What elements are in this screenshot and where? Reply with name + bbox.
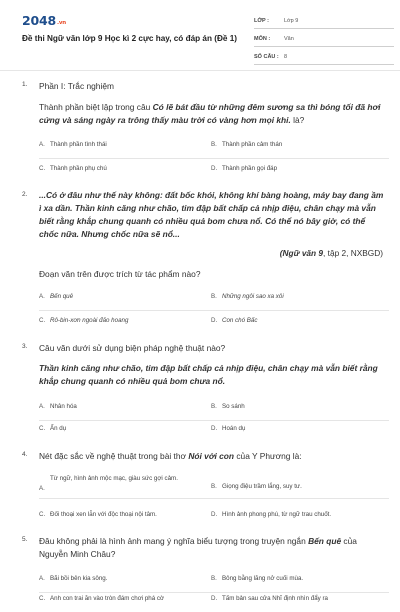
option-text: Hoán dụ — [222, 425, 246, 432]
options-row — [39, 140, 389, 159]
option-a[interactable] — [39, 475, 199, 493]
question-text-post: là? — [290, 115, 305, 125]
option-d[interactable] — [211, 316, 386, 325]
option-text: Ẩn dụ — [50, 425, 67, 432]
option-text: Bông bằng lăng nở cuối mùa. — [222, 575, 304, 582]
option-a[interactable] — [39, 140, 199, 149]
option-text: Nhân hóa — [50, 403, 77, 410]
question-text-post: của Y Phương là: — [234, 451, 302, 461]
meta-key: MÔN : — [254, 36, 271, 42]
option-text: Đối thoại xen lẫn với độc thoại nội tâm. — [50, 511, 157, 518]
exam-header — [0, 0, 400, 66]
option-letter: C. — [39, 511, 46, 518]
meta-row-subject — [254, 32, 394, 47]
question-number: 3. — [22, 343, 28, 350]
question-text-pre: Đâu không phải là hình ảnh mang ý nghĩa biểu tượng trong truyện ngắn — [39, 536, 309, 546]
meta-key: LỚP : — [254, 18, 269, 24]
options-row — [39, 164, 389, 182]
option-d[interactable] — [211, 510, 386, 519]
section-title: Phần I: Trắc nghiệm — [39, 81, 114, 91]
option-b[interactable] — [211, 402, 386, 411]
passage-source — [280, 248, 383, 258]
question-text-post: của Nguyễn Minh Châu? — [39, 536, 357, 559]
option-c[interactable] — [39, 164, 199, 173]
question-text: Đoạn văn trên được trích từ tác phẩm nào? — [39, 269, 201, 279]
site-logo[interactable] — [22, 13, 66, 28]
question-text-title: Bến quê — [308, 536, 342, 546]
question-number: 5. — [22, 536, 28, 543]
option-letter: A. — [39, 141, 45, 148]
option-c[interactable] — [39, 510, 199, 519]
option-d[interactable] — [211, 594, 386, 603]
option-letter: C. — [39, 317, 46, 324]
question-text-pre: Thành phần biệt lập trong câu — [39, 102, 153, 112]
option-text: Từ ngữ, hình ảnh mộc mạc, giàu sức gợi cảm. — [50, 475, 178, 482]
exam-meta — [254, 14, 394, 68]
options-row — [39, 474, 389, 499]
option-text: So sánh — [222, 403, 245, 410]
options-row — [39, 510, 389, 528]
question-text — [39, 535, 387, 561]
options-row — [39, 424, 389, 442]
option-letter: B. — [211, 293, 217, 300]
option-b[interactable] — [211, 292, 386, 301]
question-text: Câu văn dưới sử dụng biện pháp nghệ thuật nào? — [39, 343, 226, 353]
question-passage: Thần kinh căng như chão, tim đập bất chấp cả nhịp điệu, chân chạy mà vẫn biết rằng khắp chung quanh có nhiều quả bom chưa nổ. — [39, 363, 378, 386]
question-text — [39, 450, 387, 463]
option-letter: A. — [39, 485, 45, 492]
option-c[interactable] — [39, 424, 199, 433]
option-text: Giọng điệu trầm lắng, suy tư. — [222, 483, 302, 490]
question-number: 2. — [22, 191, 28, 198]
option-text: Thành phần phụ chú — [50, 165, 107, 172]
option-text: Thành phần cảm thán — [222, 141, 283, 148]
header-divider — [0, 70, 400, 71]
meta-row-class — [254, 14, 394, 29]
question-number: 1. — [22, 81, 28, 88]
option-letter: A. — [39, 575, 45, 582]
option-text: Bãi bồi bên kia sông. — [50, 575, 108, 582]
question-text-title: Nói với con — [188, 451, 235, 461]
option-text: Thành phần tình thái — [50, 141, 107, 148]
options-row — [39, 574, 389, 593]
option-text: Thành phần gọi đáp — [222, 165, 278, 172]
option-text: Anh con trai ăn vào tròn đám chơi phá cờ — [50, 595, 165, 602]
option-a[interactable] — [39, 292, 199, 301]
option-letter: C. — [39, 595, 46, 602]
option-b[interactable] — [211, 574, 386, 583]
question-text — [39, 101, 387, 127]
option-letter: A. — [39, 293, 45, 300]
option-text: Hình ảnh phong phú, từ ngữ trau chuốt. — [222, 511, 332, 518]
option-text: Những ngôi sao xa xôi — [222, 293, 284, 300]
option-letter: A. — [39, 403, 45, 410]
question-number: 4. — [22, 451, 28, 458]
options-row — [39, 402, 389, 421]
option-b[interactable] — [211, 140, 386, 149]
option-d[interactable] — [211, 424, 386, 433]
option-text: Rô-bin-xơn ngoài đảo hoang — [50, 317, 129, 324]
meta-value: 8 — [284, 54, 288, 60]
meta-value: Văn — [284, 36, 294, 42]
option-letter: B. — [211, 141, 217, 148]
option-letter: D. — [211, 165, 218, 172]
source-rest: , tập 2, NXBGD) — [323, 248, 383, 258]
option-letter: B. — [211, 483, 217, 490]
question-text-quote: Có lẽ bát đầu từ những đêm sương sa thì bóng tối đã hơi cứng và sáng ngày ra trông thấy màu trời có vàng hơn mọi khi. — [39, 102, 381, 125]
option-letter: C. — [39, 165, 46, 172]
option-letter: B. — [211, 403, 217, 410]
logo-suffix: .vn — [57, 20, 66, 26]
option-letter: D. — [211, 511, 218, 518]
exam-title: Đề thi Ngữ văn lớp 9 Học kì 2 cực hay, có đáp án (Đề 1) — [22, 34, 237, 43]
option-letter: D. — [211, 425, 218, 432]
logo-main: 2048 — [22, 13, 56, 28]
option-b[interactable] — [211, 482, 386, 491]
option-letter: C. — [39, 425, 46, 432]
option-d[interactable] — [211, 164, 386, 173]
option-text: Tấm bản sau cửa Nhĩ định nhìn đẩy ra — [222, 595, 328, 602]
options-row — [39, 292, 389, 311]
meta-value: Lớp 9 — [284, 18, 299, 24]
options-row — [39, 316, 389, 334]
option-a[interactable] — [39, 574, 199, 583]
meta-row-count — [254, 50, 394, 65]
meta-key: SỐ CÂU : — [254, 54, 279, 60]
option-letter: D. — [211, 317, 218, 324]
option-c[interactable] — [39, 316, 199, 325]
question-text-pre: Nét đặc sắc về nghệ thuật trong bài thơ — [39, 451, 189, 461]
option-letter: D. — [211, 595, 218, 602]
option-letter: B. — [211, 575, 217, 582]
option-text: Con chó Bấc — [222, 317, 258, 324]
option-a[interactable] — [39, 402, 199, 411]
option-text: Bến quê — [50, 293, 74, 300]
question-passage: ...Có ở đâu như thế này không: đất bốc khói, không khí bàng hoàng, máy bay đang ầm ì xa dần. Thần kinh căng như chão, tim đập bất chấp cả nhịp điệu, chân chạy mà vẫn biết rằng khắp chung quanh có nhiều quả bom chưa nổ. Có thể nó bây giờ, có thể chốc nữa. Nhưng chốc nữa sẽ nổ... — [39, 190, 384, 239]
source-title: (Ngữ văn 9 — [279, 248, 324, 258]
options-row — [39, 594, 389, 612]
option-c[interactable] — [39, 594, 199, 603]
